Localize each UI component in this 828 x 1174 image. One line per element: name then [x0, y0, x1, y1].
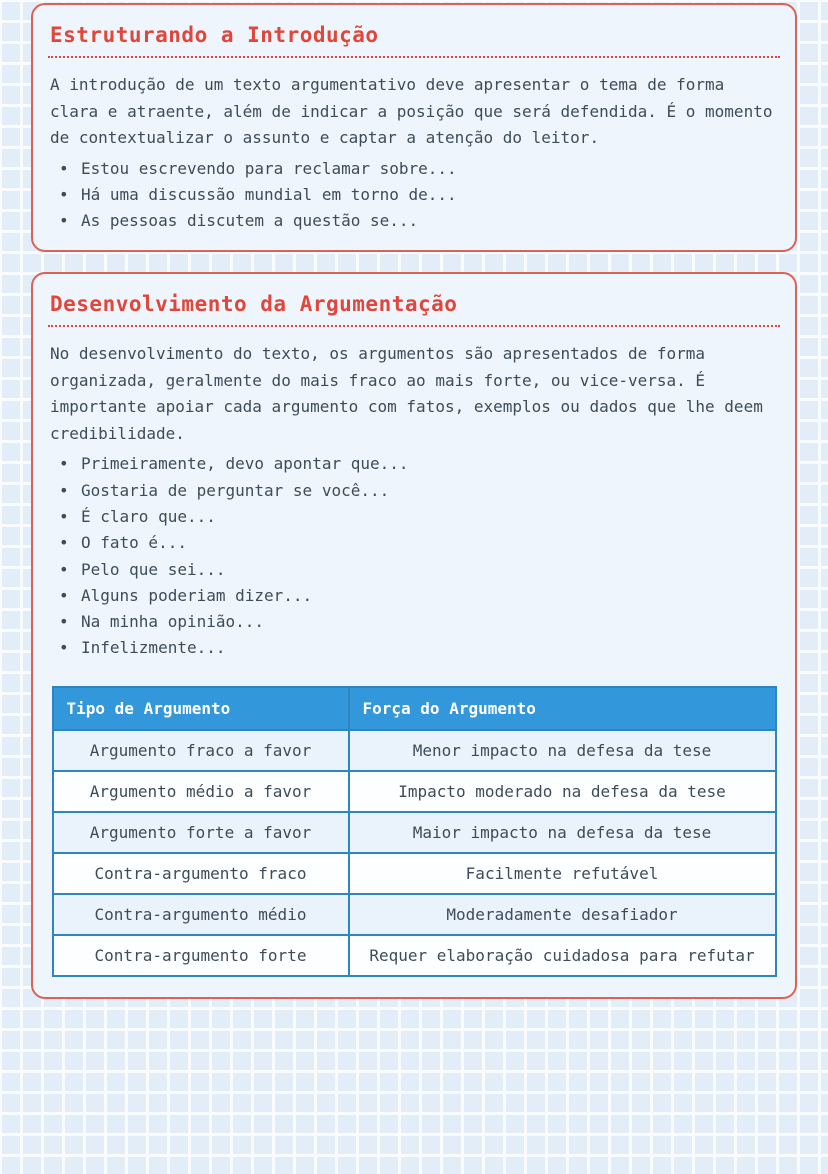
argument-strength-table	[52, 686, 777, 977]
table-cell: Menor impacto na defesa da tese	[349, 730, 776, 771]
table-cell: Facilmente refutável	[349, 853, 776, 894]
section-paragraph: A introdução de um texto argumentativo deve apresentar o tema de forma clara e atraente, além de indicar a posição que será defendida. É o momento de contextualizar o assunto e captar a atenção do leitor.	[50, 75, 773, 147]
table-cell: Contra-argumento fraco	[53, 853, 349, 894]
phrase-list	[48, 451, 780, 661]
list-item: • Pelo que sei...	[48, 557, 780, 583]
section-title: Desenvolvimento da Argumentação	[48, 292, 780, 327]
section-card-introducao	[31, 3, 797, 252]
table-cell: Moderadamente desafiador	[349, 894, 776, 935]
section-title: Estruturando a Introdução	[48, 23, 780, 58]
table-cell: Impacto moderado na defesa da tese	[349, 771, 776, 812]
table-row	[53, 935, 776, 976]
list-item: • O fato é...	[48, 530, 780, 556]
table-cell: Contra-argumento médio	[53, 894, 349, 935]
section-card-desenvolvimento	[31, 272, 797, 998]
list-item: • Na minha opinião...	[48, 609, 780, 635]
table-row	[53, 771, 776, 812]
column-header: Tipo de Argumento	[53, 687, 349, 730]
list-item: • As pessoas discutem a questão se...	[48, 208, 780, 234]
list-item: • Alguns poderiam dizer...	[48, 583, 780, 609]
table-cell: Argumento forte a favor	[53, 812, 349, 853]
table-cell: Maior impacto na defesa da tese	[349, 812, 776, 853]
table-row	[53, 812, 776, 853]
list-item: • É claro que...	[48, 504, 780, 530]
table-header-row	[53, 687, 776, 730]
list-item: • Gostaria de perguntar se você...	[48, 478, 780, 504]
table-row	[53, 730, 776, 771]
table-row	[53, 853, 776, 894]
table-row	[53, 894, 776, 935]
phrase-list	[48, 156, 780, 235]
column-header: Força do Argumento	[349, 687, 776, 730]
table-cell: Argumento fraco a favor	[53, 730, 349, 771]
list-item: • Estou escrevendo para reclamar sobre...	[48, 156, 780, 182]
list-item: • Primeiramente, devo apontar que...	[48, 451, 780, 477]
list-item: • Infelizmente...	[48, 635, 780, 661]
list-item: • Há uma discussão mundial em torno de...	[48, 182, 780, 208]
section-paragraph: No desenvolvimento do texto, os argumentos são apresentados de forma organizada, geralmente do mais fraco ao mais forte, ou vice-versa. É importante apoiar cada argumento com fatos, exemplos ou dados que lhe deem credibilidade.	[50, 344, 763, 443]
table-cell: Argumento médio a favor	[53, 771, 349, 812]
table-cell: Contra-argumento forte	[53, 935, 349, 976]
table-cell: Requer elaboração cuidadosa para refutar	[349, 935, 776, 976]
